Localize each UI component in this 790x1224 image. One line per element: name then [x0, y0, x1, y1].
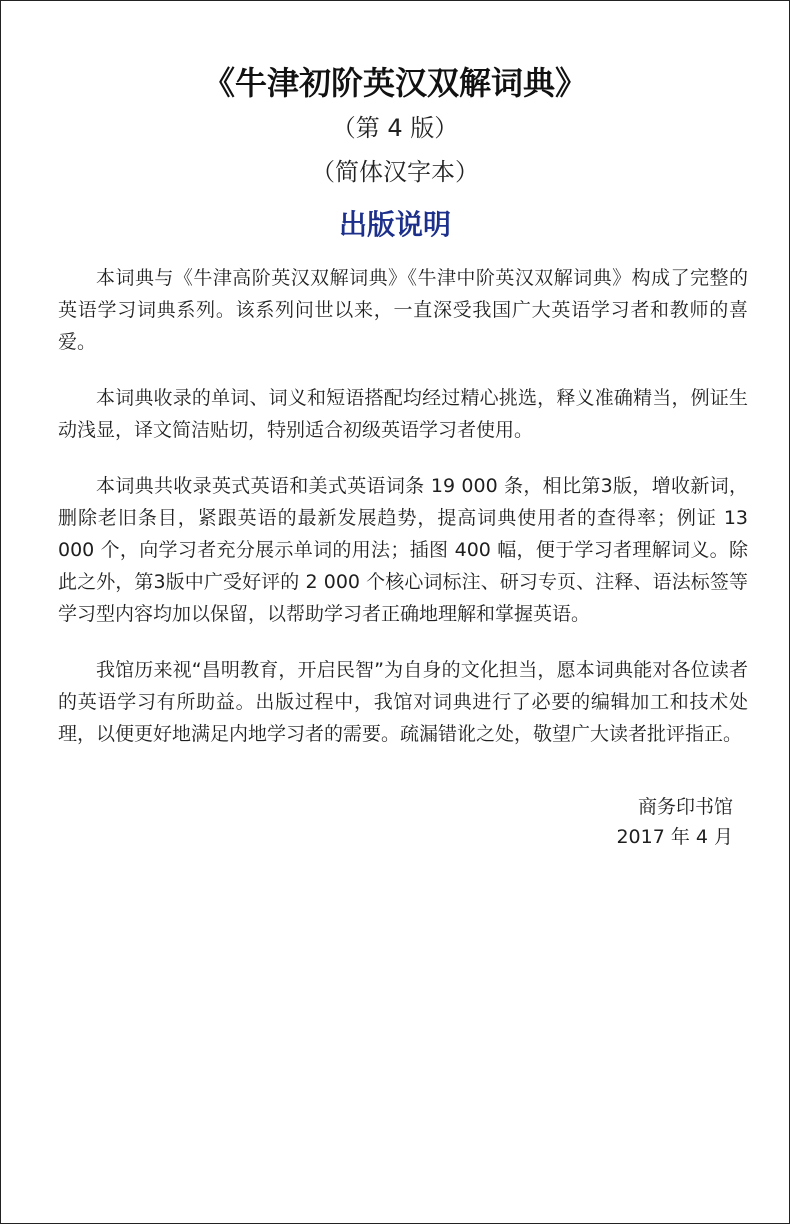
paragraph-2: 本词典收录的单词、词义和短语搭配均经过精心挑选，释义准确精当，例证生动浅显，译文简洁贴切，特别适合初级英语学习者使用。 — [58, 387, 748, 441]
paragraph-3: 本词典共收录英式英语和美式英语词条 19 000 条，相比第3版，增收新词，删除老旧条目，紧跟英语的最新发展趋势，提高词典使用者的查得率；例证 13 000 个，向学习者充分展示单词的用法；插图 400 幅，便于学习者理解词义。除此之外，第3版中广受好评的 2 000 个核心词标注、研习专页、注释、语法标签等学习型内容均加以保留，以帮助学习者正确地理解和掌握英语。 — [58, 475, 748, 625]
paragraph-4: 我馆历来视“昌明教育，开启民智”为自身的文化担当，愿本词典能对各位读者的英语学习有所助益。出版过程中，我馆对词典进行了必要的编辑加工和技术处理，以便更好地满足内地学习者的需要。疏漏错讹之处，敬望广大读者批评指正。 — [58, 659, 748, 745]
script-note: （简体汉字本） — [311, 158, 479, 186]
publisher-name: 商务印书馆 — [637, 796, 733, 818]
publication-notice-heading: 出版说明 — [338, 208, 451, 241]
edition-label: （第 4 版） — [331, 114, 459, 142]
publication-date: 2017 年 4 月 — [616, 826, 733, 848]
signature-block — [616, 792, 733, 852]
paragraph-1: 本词典与《牛津高阶英汉双解词典》《牛津中阶英汉双解词典》构成了完整的英语学习词典系列。该系列问世以来，一直深受我国广大英语学习者和教师的喜爱。 — [58, 267, 748, 353]
dictionary-title: 《牛津初阶英汉双解词典》 — [202, 64, 587, 102]
notice-body — [58, 262, 748, 774]
